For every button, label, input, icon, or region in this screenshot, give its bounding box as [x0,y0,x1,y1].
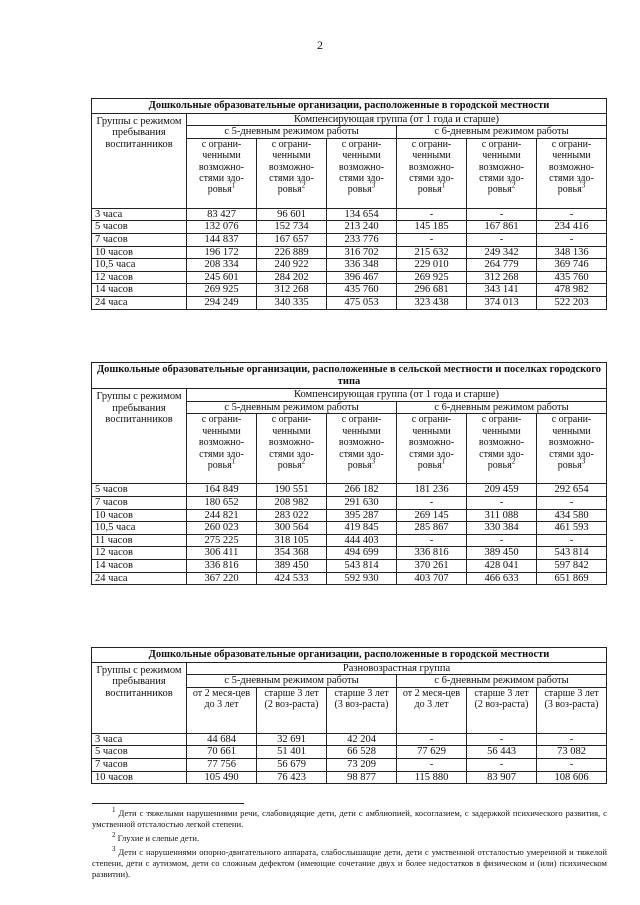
table-cell: 396 467 [327,271,397,284]
table-title: Дошкольные образовательные организации, расположенные в городской местности [92,648,607,663]
table-cell: - [397,208,467,221]
table-row [92,259,607,272]
table-cell: 181 236 [397,484,467,497]
table-cell: 428 041 [467,559,537,572]
table-cell: 466 633 [467,572,537,585]
table-cell: 403 707 [397,572,467,585]
table-cell: 395 287 [327,509,397,522]
table-cell: 77 756 [187,758,257,771]
tariff-table-urban-mixed-age [91,647,607,784]
row-label: 7 часов [92,233,187,246]
table-cell: - [467,534,537,547]
tariff-table-rural-compensating [91,362,607,585]
table-cell: 208 982 [257,496,327,509]
table-cell: - [467,208,537,221]
table-cell: 434 580 [537,509,607,522]
table-row [92,496,607,509]
table-cell: 76 423 [257,771,327,784]
table-cell: 294 249 [187,296,257,309]
sub-header-4: от 2 меся-цев до 3 лет [397,687,467,733]
table-cell: 260 023 [187,522,257,535]
table-cell: - [537,733,607,746]
table-cell: 144 837 [187,233,257,246]
row-header: Группы с режимом пребывания воспитанников [92,389,187,484]
table-row [92,208,607,221]
mode-6-day-header: с 6-дневным режимом работы [397,401,607,414]
sub-header-4: с ограни-ченными возможно-стями здо-ровья$^1$ [397,414,467,484]
table-cell: 369 746 [537,259,607,272]
sub-header-4: с ограни-ченными возможно-стями здо-ровья$^1$ [397,138,467,208]
table-cell: 213 240 [327,221,397,234]
table-cell: 229 010 [397,259,467,272]
table-cell: 318 105 [257,534,327,547]
sub-header-1: с ограни-ченными возможно-стями здо-ровья$^1$ [187,414,257,484]
table-cell: 56 679 [257,758,327,771]
table-cell: - [397,534,467,547]
table-cell: 96 601 [257,208,327,221]
table-cell: 475 053 [327,296,397,309]
table-cell: 244 821 [187,509,257,522]
sub-header-1: с ограни-ченными возможно-стями здо-ровья$^1$ [187,138,257,208]
table-row [92,284,607,297]
table-cell: 98 877 [327,771,397,784]
table-cell: 283 022 [257,509,327,522]
table-cell: 336 816 [187,559,257,572]
sub-header-6: с ограни-ченными возможно-стями здо-ровья$^3$ [537,414,607,484]
table-row [92,758,607,771]
table-cell: 367 220 [187,572,257,585]
sub-header-1: от 2 меся-цев до 3 лет [187,687,257,733]
table-cell: 306 411 [187,547,257,560]
row-header: Группы с режимом пребывания воспитанников [92,662,187,733]
table-cell: 269 925 [187,284,257,297]
table-cell: 316 702 [327,246,397,259]
row-label: 7 часов [92,496,187,509]
table-cell: 323 438 [397,296,467,309]
table-row [92,534,607,547]
table-cell: 651 869 [537,572,607,585]
table-cell: 240 922 [257,259,327,272]
table-cell: 266 182 [327,484,397,497]
row-label: 10 часов [92,246,187,259]
table-cell: 152 734 [257,221,327,234]
table-cell: 66 528 [327,746,397,759]
table-row [92,522,607,535]
table-cell: 285 867 [397,522,467,535]
table-cell: - [397,758,467,771]
table-cell: 132 076 [187,221,257,234]
table-cell: 83 427 [187,208,257,221]
footnote [92,833,607,844]
table-cell: 370 261 [397,559,467,572]
row-label: 5 часов [92,746,187,759]
mode-6-day-header: с 6-дневным режимом работы [397,126,607,139]
table-cell: - [467,496,537,509]
table-cell: 108 606 [537,771,607,784]
table-cell: 196 172 [187,246,257,259]
table-cell: - [537,233,607,246]
table-cell: - [397,233,467,246]
table-cell: 336 816 [397,547,467,560]
table-row [92,246,607,259]
table-cell: 343 141 [467,284,537,297]
table-cell: 389 450 [467,547,537,560]
table-cell: - [467,758,537,771]
table-row [92,572,607,585]
table-cell: 389 450 [257,559,327,572]
table-cell: 167 657 [257,233,327,246]
group-header: Разновозрастная группа [187,662,607,675]
row-label: 12 часов [92,547,187,560]
table-cell: 354 368 [257,547,327,560]
row-label: 14 часов [92,284,187,297]
tariff-table-urban-compensating [91,98,607,310]
row-label: 14 часов [92,559,187,572]
table-cell: 77 629 [397,746,467,759]
table-cell: 115 880 [397,771,467,784]
sub-header-5: с ограни-ченными возможно-стями здо-ровья$^2$ [467,138,537,208]
table-cell: 180 652 [187,496,257,509]
page-number: 2 [317,38,323,52]
footnote-separator [92,803,244,804]
table-cell: 275 225 [187,534,257,547]
table-cell: 494 699 [327,547,397,560]
sub-header-6: с ограни-ченными возможно-стями здо-ровья$^3$ [537,138,607,208]
table-cell: - [397,496,467,509]
table-cell: 291 630 [327,496,397,509]
table-cell: 374 013 [467,296,537,309]
mode-6-day-header: с 6-дневным режимом работы [397,675,607,688]
sub-header-3: с ограни-ченными возможно-стями здо-ровья$^3$ [327,414,397,484]
table-cell: 348 136 [537,246,607,259]
table-cell: 134 654 [327,208,397,221]
table-cell: 311 088 [467,509,537,522]
sub-header-5: с ограни-ченными возможно-стями здо-ровья$^2$ [467,414,537,484]
footnote-text: Дети с нарушениями опорно-двигательного аппарата, слабослышащие дети, дети с умственной отсталостью умеренной и тяжелой степени, дети с аутизмом, дети со сложным дефектом (имеющие сочетание двух и более недостатков в физическом и (или) психическом развитии). [92,847,607,879]
table-cell: 56 443 [467,746,537,759]
table-cell: 226 889 [257,246,327,259]
row-label: 7 часов [92,758,187,771]
table-cell: 44 684 [187,733,257,746]
mode-5-day-header: с 5-дневным режимом работы [187,126,397,139]
table-row [92,509,607,522]
table-cell: - [397,733,467,746]
table-cell: 190 551 [257,484,327,497]
row-label: 10,5 часа [92,259,187,272]
mode-5-day-header: с 5-дневным режимом работы [187,675,397,688]
table-row [92,733,607,746]
table-cell: 51 401 [257,746,327,759]
table-row [92,559,607,572]
table-cell: 296 681 [397,284,467,297]
table-cell: 167 861 [467,221,537,234]
table-row [92,746,607,759]
table-cell: 444 403 [327,534,397,547]
table-cell: 292 654 [537,484,607,497]
table-cell: 543 814 [537,547,607,560]
row-label: 24 часа [92,296,187,309]
row-label: 12 часов [92,271,187,284]
table-cell: 522 203 [537,296,607,309]
row-label: 24 часа [92,572,187,585]
table-cell: 312 268 [467,271,537,284]
row-label: 11 часов [92,534,187,547]
sub-header-3: с ограни-ченными возможно-стями здо-ровья$^3$ [327,138,397,208]
table-cell: - [467,733,537,746]
group-header: Компенсирующая группа (от 1 года и старше) [187,113,607,126]
table-cell: 70 661 [187,746,257,759]
table-cell: 461 593 [537,522,607,535]
table-cell: 269 145 [397,509,467,522]
table-cell: 234 416 [537,221,607,234]
footnote-mark: 3 [112,845,116,854]
row-label: 10,5 часа [92,522,187,535]
table-cell: 105 490 [187,771,257,784]
table-row [92,296,607,309]
footnote-text: Глухие и слепые дети. [117,833,200,843]
table-cell: 245 601 [187,271,257,284]
table-cell: 42 204 [327,733,397,746]
table-cell: 424 533 [257,572,327,585]
mode-5-day-header: с 5-дневным режимом работы [187,401,397,414]
table-cell: 300 564 [257,522,327,535]
sub-header-2: с ограни-ченными возможно-стями здо-ровья$^2$ [257,414,327,484]
table-cell: - [467,233,537,246]
footnotes [92,808,607,883]
footnote [92,847,607,880]
table-cell: 330 384 [467,522,537,535]
table-cell: - [537,496,607,509]
table-cell: - [537,534,607,547]
row-label: 10 часов [92,771,187,784]
table-cell: 592 930 [327,572,397,585]
row-label: 10 часов [92,509,187,522]
table-cell: 478 982 [537,284,607,297]
table-cell: 83 907 [467,771,537,784]
sub-header-2: старше 3 лет (2 воз-раста) [257,687,327,733]
table-cell: 164 849 [187,484,257,497]
table-cell: 215 632 [397,246,467,259]
footnote [92,808,607,830]
table-cell: 264 779 [467,259,537,272]
row-label: 5 часов [92,484,187,497]
group-header: Компенсирующая группа (от 1 года и старше) [187,389,607,402]
sub-header-5: старше 3 лет (2 воз-раста) [467,687,537,733]
table-cell: 312 268 [257,284,327,297]
sub-header-3: старше 3 лет (3 воз-раста) [327,687,397,733]
table-cell: 336 348 [327,259,397,272]
table-cell: 73 082 [537,746,607,759]
table-cell: 340 335 [257,296,327,309]
footnote-mark: 1 [112,806,116,815]
table-cell: 419 845 [327,522,397,535]
table-cell: - [537,208,607,221]
table-cell: 233 776 [327,233,397,246]
row-label: 3 часа [92,208,187,221]
table-cell: 249 342 [467,246,537,259]
table-cell: 269 925 [397,271,467,284]
table-row [92,547,607,560]
table-cell: 209 459 [467,484,537,497]
sub-header-2: с ограни-ченными возможно-стями здо-ровья$^2$ [257,138,327,208]
table-row [92,771,607,784]
table-cell: 435 760 [537,271,607,284]
table-cell: 435 760 [327,284,397,297]
table-cell: 543 814 [327,559,397,572]
table-cell: 284 202 [257,271,327,284]
table-cell: 597 842 [537,559,607,572]
footnote-text: Дети с тяжелыми нарушениями речи, слабовидящие дети, дети с амблиопией, косоглазием, с задержкой психического развития, с умственной отсталостью легкой степени. [92,808,607,829]
table-title: Дошкольные образовательные организации, расположенные в сельской местности и поселках городского типа [92,363,607,389]
row-label: 5 часов [92,221,187,234]
table-row [92,484,607,497]
table-cell: 73 209 [327,758,397,771]
sub-header-6: старше 3 лет (3 воз-раста) [537,687,607,733]
table-row [92,233,607,246]
footnote-mark: 2 [112,831,116,840]
table-cell: 145 185 [397,221,467,234]
table-cell: 208 334 [187,259,257,272]
table-cell: - [537,758,607,771]
table-title: Дошкольные образовательные организации, расположенные в городской местности [92,99,607,114]
table-cell: 32 691 [257,733,327,746]
row-label: 3 часа [92,733,187,746]
table-row [92,221,607,234]
table-row [92,271,607,284]
row-header: Группы с режимом пребывания воспитанников [92,113,187,208]
